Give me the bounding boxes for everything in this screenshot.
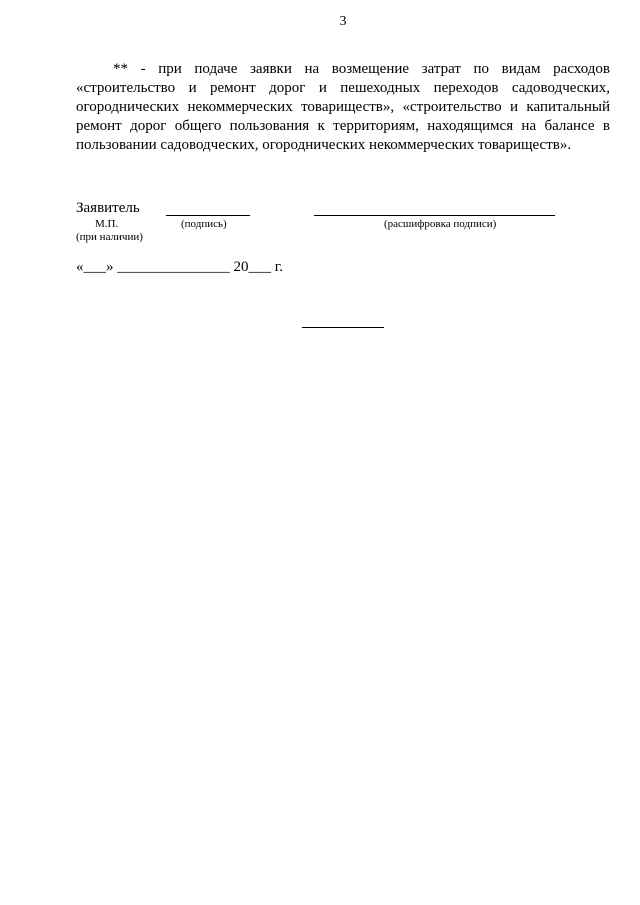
date-line: «___» _______________ 20___ г. [76,259,283,275]
footnote-text: ** - при подаче заявки на возмещение затрат по видам расходов «строительство и ремонт дорог и пешеходных переходов садоводческих, огороднических некоммерческих товариществ», «строительство и капитальный ремонт дорог общего пользования к территориям, находящимся на балансе в пользовании садоводческих, огороднических некоммерческих товариществ». [76,61,610,153]
page-number: 3 [339,14,347,29]
applicant-label: Заявитель [76,200,140,216]
stamp-label: М.П. [95,218,119,230]
stamp-note: (при наличии) [76,231,143,243]
end-separator-line [302,327,384,328]
signature-decryption-line [314,215,555,216]
signature-caption: (подпись) [181,218,227,230]
signature-line [166,215,250,216]
decryption-caption: (расшифровка подписи) [384,218,497,230]
